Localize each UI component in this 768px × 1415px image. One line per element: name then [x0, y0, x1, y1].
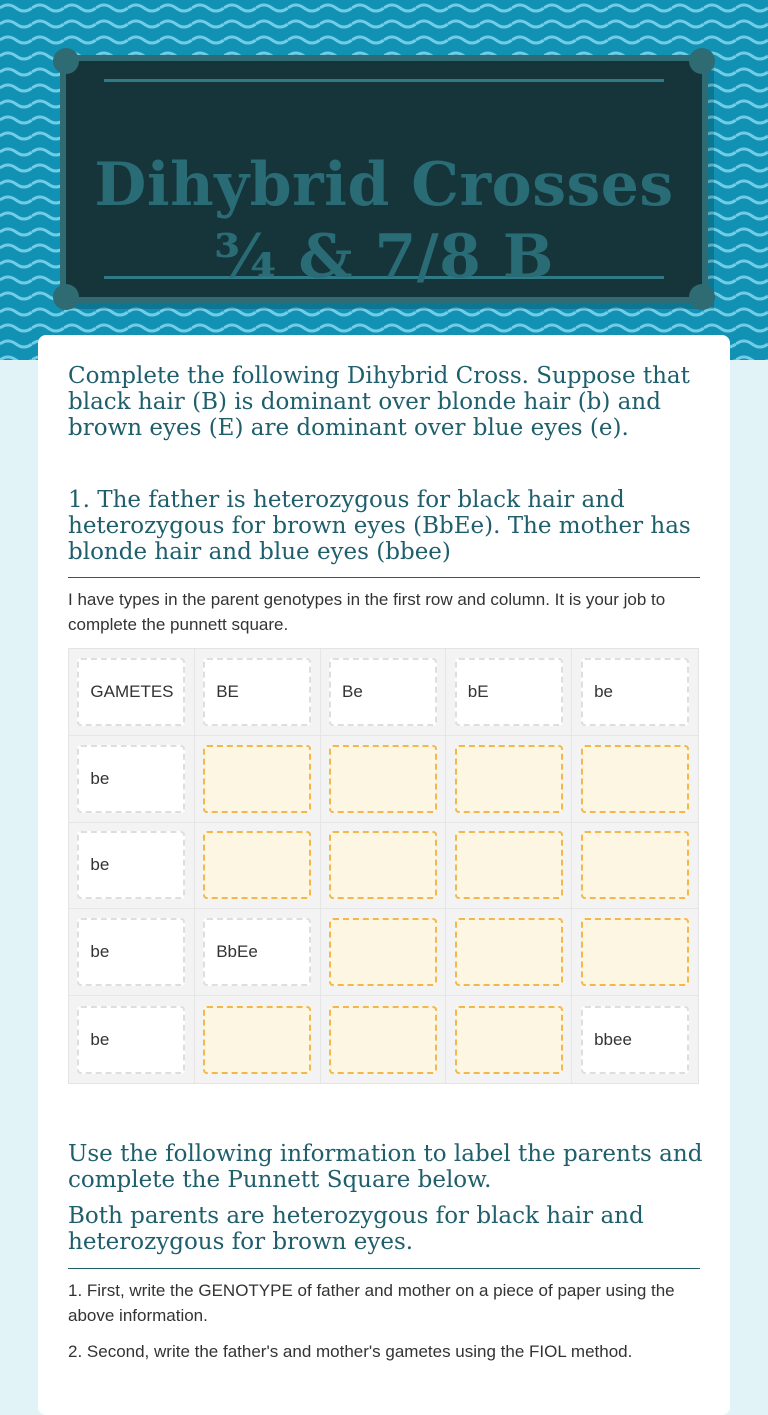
punnett-cell: [69, 736, 195, 823]
punnett-square: [68, 648, 699, 1084]
punnett-cell: [321, 996, 447, 1083]
section-2-subheading: Both parents are heterozygous for black hair and heterozygous for brown eyes.: [68, 1203, 644, 1255]
divider: [104, 79, 664, 82]
punnett-cell: [69, 649, 195, 736]
punnett-cell: [69, 909, 195, 996]
gamete-label: be: [77, 831, 185, 899]
punnett-answer-field[interactable]: [581, 918, 689, 986]
section-2-heading: Use the following information to label the parents and complete the Punnett Square below.: [68, 1141, 703, 1193]
punnett-answer-field[interactable]: [329, 745, 437, 813]
punnett-cell: [321, 823, 447, 910]
worksheet-card: [38, 335, 730, 1415]
gamete-label: be: [77, 1006, 185, 1074]
gamete-label: BE: [203, 658, 311, 726]
intro-heading: Complete the following Dihybrid Cross. Suppose that black hair (B) is dominant over blonde hair (b) and brown eyes (E) are dominant over blue eyes (e).: [68, 363, 690, 441]
step-2-text: 2. Second, write the father's and mother's gametes using the FIOL method.: [68, 1342, 633, 1361]
question-1-heading: 1. The father is heterozygous for black hair and heterozygous for brown eyes (BbEe). The mother has blonde hair and blue eyes (bbee): [68, 487, 691, 565]
gamete-label: Be: [329, 658, 437, 726]
punnett-cell: [572, 823, 698, 910]
punnett-answer-field[interactable]: [329, 831, 437, 899]
punnett-cell: [446, 649, 572, 736]
gamete-label: be: [77, 918, 185, 986]
punnett-cell: [321, 736, 447, 823]
punnett-answer-field[interactable]: [581, 745, 689, 813]
punnett-cell: [572, 649, 698, 736]
punnett-answer-field[interactable]: [329, 1006, 437, 1074]
gametes-header-label: GAMETES: [77, 658, 185, 726]
punnett-answer-field[interactable]: [203, 1006, 311, 1074]
punnett-cell: [446, 996, 572, 1083]
punnett-answer-field[interactable]: [203, 831, 311, 899]
step-1-text: 1. First, write the GENOTYPE of father and mother on a piece of paper using the above information.: [68, 1281, 675, 1325]
punnett-answer-field[interactable]: [455, 745, 563, 813]
punnett-cell: [69, 996, 195, 1083]
punnett-cell: [572, 736, 698, 823]
punnett-cell: [572, 996, 698, 1083]
page-title: [66, 149, 702, 293]
divider: [68, 1268, 700, 1269]
gamete-label: be: [581, 658, 689, 726]
title-board: [60, 55, 708, 303]
punnett-filled-answer[interactable]: BbEe: [203, 918, 311, 986]
divider: [68, 577, 700, 578]
punnett-cell: [446, 736, 572, 823]
punnett-answer-field[interactable]: [329, 918, 437, 986]
header-banner: [0, 0, 768, 360]
title-line-1: Dihybrid Crosses: [94, 150, 674, 221]
punnett-cell: [195, 649, 321, 736]
punnett-cell: [446, 823, 572, 910]
punnett-answer-field[interactable]: [455, 831, 563, 899]
punnett-answer-field[interactable]: [581, 831, 689, 899]
punnett-cell: [195, 823, 321, 910]
punnett-cell: [321, 649, 447, 736]
punnett-filled-answer[interactable]: bbee: [581, 1006, 689, 1074]
punnett-cell: [446, 909, 572, 996]
gamete-label: bE: [455, 658, 563, 726]
corner-ornament: [689, 48, 715, 74]
punnett-cell: [69, 823, 195, 910]
punnett-answer-field[interactable]: [203, 745, 311, 813]
punnett-cell: [572, 909, 698, 996]
punnett-answer-field[interactable]: [455, 1006, 563, 1074]
gamete-label: be: [77, 745, 185, 813]
punnett-cell: [195, 736, 321, 823]
punnett-cell: [195, 996, 321, 1083]
punnett-cell: [195, 909, 321, 996]
corner-ornament: [53, 48, 79, 74]
question-1-instructions: I have types in the parent genotypes in the first row and column. It is your job to complete the punnett square.: [68, 590, 666, 634]
punnett-cell: [321, 909, 447, 996]
punnett-answer-field[interactable]: [455, 918, 563, 986]
title-line-2: ¾ & 7/8 B: [213, 222, 555, 293]
